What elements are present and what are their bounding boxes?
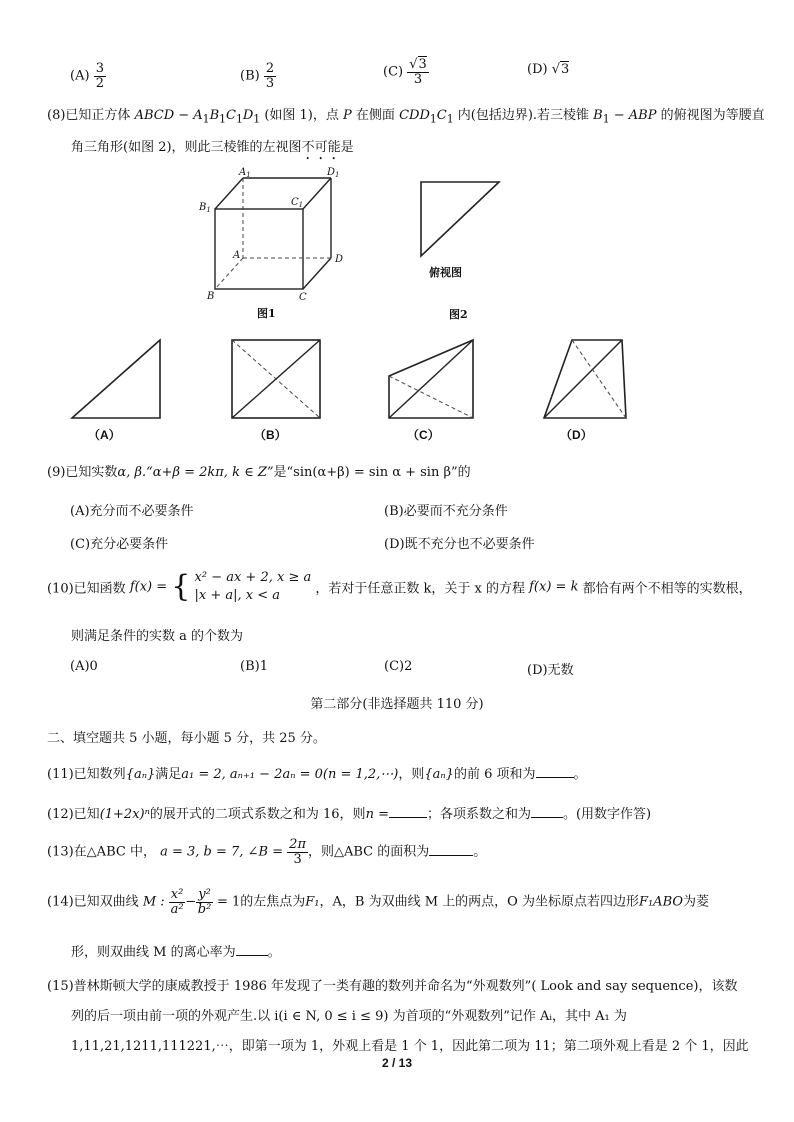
q14-line2 — [71, 941, 281, 960]
text: (9)已知实数 — [47, 465, 118, 480]
choice-a-label: （A） — [88, 428, 121, 442]
q8-line2 — [71, 136, 354, 163]
text: 满足 — [155, 767, 182, 782]
q9-option-a: (A)充分而不必要条件 — [70, 504, 194, 519]
answer-blank[interactable] — [389, 805, 427, 818]
q7-option-b — [240, 62, 276, 90]
radicand: 3 — [418, 57, 427, 72]
topview-label: 俯视图 — [429, 266, 462, 279]
q10-line2: 则满足条件的实数 a 的个数为 — [71, 629, 244, 644]
text: 。 — [267, 945, 281, 960]
text: 形，则双曲线 M 的离心率为 — [71, 945, 236, 960]
answer-blank[interactable] — [429, 843, 473, 856]
math: B — [593, 108, 603, 123]
math: α, β. — [117, 465, 147, 480]
math: = 1 — [216, 894, 241, 910]
q10-option-a: (A)0 — [70, 659, 98, 674]
part2-section-heading: 二、填空题共 5 小题，每小题 5 分，共 25 分。 — [47, 731, 326, 746]
radicand: 3 — [561, 62, 570, 77]
text: 的左焦点为 — [240, 894, 306, 910]
math: f(x) = — [129, 579, 168, 595]
text: 角三角形(如图 2)，则此三棱锥的左视图 — [71, 140, 302, 155]
q10-option-c: (C)2 — [384, 659, 413, 674]
text: ，则 — [398, 767, 425, 782]
choice-d-label: （D） — [560, 428, 593, 442]
q9-option-d: (D)既不充分也不必要条件 — [384, 537, 535, 552]
choice-c-label: （C） — [407, 428, 440, 442]
label-d: D — [335, 254, 344, 265]
label-c: C — [299, 292, 307, 303]
math: a = 3, b = 7, ∠B = — [160, 844, 284, 860]
option-label: (B) — [240, 68, 260, 84]
text: 是 — [340, 140, 354, 155]
text: 的展开式的二项式系数之和为 16，则 — [149, 807, 366, 822]
text: (13)在△ABC 中， — [47, 844, 156, 860]
math: n = — [365, 807, 389, 822]
case-1: x² − ax + 2, x ≥ a — [194, 570, 312, 585]
math: F₁ABO — [638, 894, 684, 910]
text: ；各项系数之和为 — [426, 807, 531, 822]
q9-option-c: (C)充分必要条件 — [70, 537, 169, 552]
fraction — [169, 888, 186, 916]
text: 的前 6 项和为 — [453, 767, 536, 782]
denominator: 3 — [413, 71, 423, 87]
q9-stem — [47, 461, 471, 480]
q10-stem — [47, 569, 752, 609]
choice-c-quad — [385, 338, 480, 420]
denominator: 3 — [265, 75, 275, 91]
choice-d-quad — [540, 338, 635, 420]
q7-option-c — [383, 58, 429, 86]
answer-blank[interactable] — [531, 805, 563, 818]
fraction — [94, 62, 106, 90]
numerator: 2 — [265, 61, 275, 76]
figure-2-topview — [415, 180, 505, 325]
denominator: 3 — [293, 851, 302, 867]
fraction — [287, 838, 308, 866]
denominator: 2 — [95, 75, 104, 91]
label-a1: $A_1$ — [239, 167, 251, 179]
q15-line2: 列的后一项由前一项的外观产生.以 i(i ∈ N, 0 ≤ i ≤ 9) 为首项的“外观数列”记作 Aᵢ，其中 A₁ 为 — [71, 1009, 627, 1024]
q12 — [47, 803, 651, 822]
topview-triangle — [415, 180, 505, 260]
option-label: (A) — [70, 68, 90, 84]
text: (8)已知正方体 — [47, 108, 131, 123]
q14-line1: (14)已知双曲线 M : $\frac{\text{x²}}{\text{a²}}$ − $\frac{\text{y²}}{\text{b²}}$ = 1的左焦点为F₁，A，B 为双曲线 M 上的两点，O 为坐标原点若四边形F₁ABO为菱 — [47, 887, 710, 917]
text: 。 — [573, 767, 587, 782]
choice-b-figure — [230, 338, 325, 448]
part2-title: 第二部分(非选择题共 110 分) — [310, 697, 484, 712]
q15-line3: 1,11,21,1211,111221,⋯，即第一项为 1，外观上看是 1 个 1，因此第二项为 11；第二项外观上看是 2 个 1，因此 — [71, 1039, 749, 1054]
q8-line1: (8)已知正方体 ABCD − $A_1B_1C_1D_1$ (如图 1)，点 P 在侧面 $CDD_1C_1$ 内(包括边界).若三棱锥 $B_1$ − ABP 的俯视图为等腰直 — [47, 108, 765, 126]
math: (1+2x)ⁿ — [99, 807, 150, 822]
math: M : — [142, 894, 165, 910]
answer-blank[interactable] — [536, 765, 574, 778]
fraction — [407, 58, 429, 86]
math: ABCD − A — [134, 108, 203, 123]
math: P — [343, 108, 352, 123]
answer-blank[interactable] — [236, 943, 268, 956]
fraction — [196, 888, 213, 916]
text: 是“sin(α+β) = sin α + sin β”的 — [273, 465, 471, 480]
denominator: a² — [170, 901, 184, 917]
q7-options — [70, 52, 730, 92]
q15-line1: (15)普林斯顿大学的康威教授于 1986 年发现了一类有趣的数列并命名为“外观数列”( Look and say sequence)，该数 — [47, 979, 738, 994]
label-a: A — [233, 250, 241, 261]
q9-option-b: (B)必要而不充分条件 — [384, 504, 508, 519]
text: 。 — [473, 844, 487, 860]
math: {aₙ} — [424, 767, 454, 782]
label-b1: $B_1$ — [199, 202, 211, 214]
numerator: 2π — [289, 837, 306, 852]
text: 内(包括边界).若三棱锥 — [457, 108, 590, 123]
figure-1-caption: 图1 — [257, 307, 276, 320]
text: (11)已知数列 — [47, 767, 126, 782]
math: − ABP — [609, 108, 657, 123]
q10-option-d: (D)无数 — [527, 663, 574, 678]
math: F₁ — [305, 894, 320, 910]
math: CDD — [399, 108, 430, 123]
math: f(x) = k — [529, 579, 579, 595]
choice-d-figure — [540, 338, 635, 448]
numerator: √3 — [409, 57, 427, 72]
fraction — [264, 62, 276, 90]
text: ，A，B 为双曲线 M 上的两点，O 为坐标原点若四边形 — [319, 894, 639, 910]
math: a₁ = 2, aₙ₊₁ − 2aₙ = 0(n = 1,2,⋯) — [181, 767, 399, 782]
figure-2-caption: 图2 — [449, 308, 468, 321]
math: {aₙ} — [125, 767, 156, 782]
text: 都恰有两个不相等的实数根， — [582, 581, 752, 597]
piecewise-cases — [195, 569, 312, 605]
text: 。(用数字作答) — [562, 807, 652, 822]
choice-a-triangle — [70, 338, 165, 420]
choice-c-figure — [385, 338, 480, 448]
page-number: 2 / 13 — [381, 1056, 413, 1070]
emphasis-text: 不可能 — [301, 140, 341, 155]
text: (10)已知函数 — [47, 581, 126, 597]
q7-option-a — [70, 62, 106, 90]
brace: { — [171, 569, 191, 604]
label-d1: $D_1$ — [327, 167, 340, 179]
text: (如图 1)，点 — [264, 108, 339, 123]
text: 的俯视图为等腰直 — [660, 108, 765, 123]
text: (12)已知 — [47, 807, 100, 822]
denominator: b² — [197, 901, 212, 917]
text: ，若对于任意正数 k，关于 x 的方程 — [315, 581, 525, 597]
figure-1-cube — [195, 165, 355, 320]
numerator: x² — [170, 887, 184, 902]
option-label: (D) — [527, 62, 548, 77]
text: 在侧面 — [355, 108, 395, 123]
text: 为菱 — [683, 894, 710, 910]
math: “α+β = 2kπ, k ∈ Z” — [146, 465, 274, 480]
q11 — [47, 763, 587, 782]
numerator: y² — [198, 887, 211, 902]
label-c1: $C_1$ — [291, 197, 304, 209]
choice-a-figure — [70, 338, 165, 448]
text: ，则△ABC 的面积为 — [308, 844, 430, 860]
q10-option-b: (B)1 — [240, 659, 268, 674]
cube-diagram — [195, 165, 355, 320]
numerator: 3 — [95, 61, 104, 76]
choice-b-square — [230, 338, 325, 420]
label-b: B — [207, 291, 215, 302]
case-2: |x + a|, x < a — [194, 588, 281, 603]
q13 — [47, 838, 486, 866]
choice-b-label: （B） — [254, 428, 287, 442]
q7-option-d: (D) √3 — [527, 62, 570, 77]
option-label: (C) — [383, 64, 404, 80]
text: (14)已知双曲线 — [47, 894, 139, 910]
